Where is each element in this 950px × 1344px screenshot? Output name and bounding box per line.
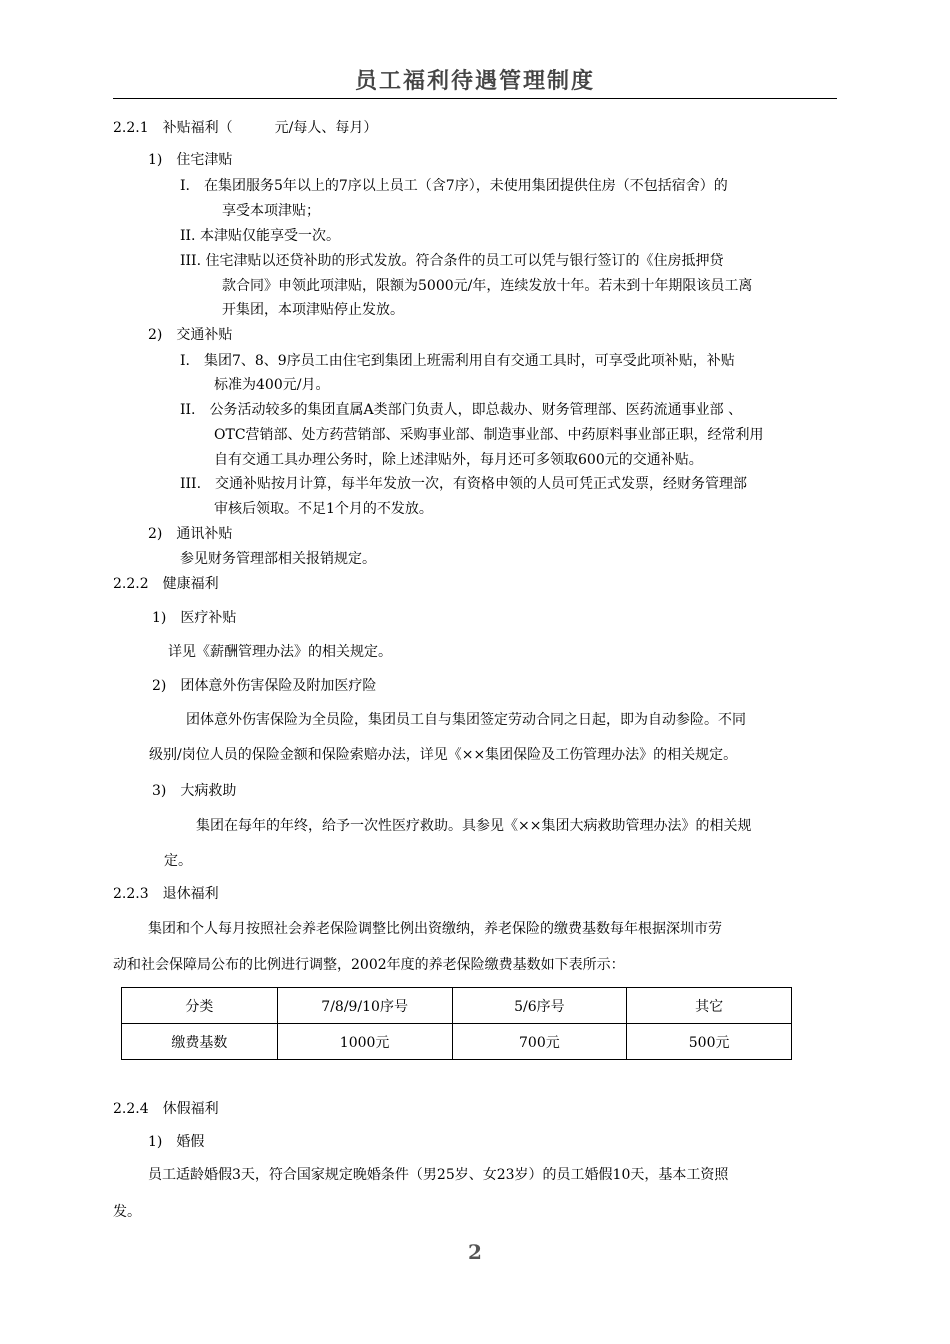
group-insurance-label: 2) 团体意外伤害保险及附加医疗险 — [152, 678, 377, 694]
housing-item-1-line-2: 享受本项津贴； — [222, 203, 320, 219]
table-cell: 500元 — [627, 1024, 792, 1060]
retirement-text-line-2: 动和社会保障局公布的比例进行调整，2002年度的养老保险缴费基数如下表所示： — [113, 957, 625, 973]
marriage-leave-label: 1) 婚假 — [148, 1134, 205, 1150]
transport-item-3-line-1: III. 交通补贴按月计算，每半年发放一次，有资格申领的人员可凭正式发票，经财务管理部 — [180, 476, 748, 492]
transport-allowance-label: 2) 交通补贴 — [148, 327, 233, 343]
table-cell: 700元 — [452, 1024, 627, 1060]
transport-item-1-line-2: 标准为400元/月。 — [214, 377, 330, 393]
group-insurance-text-line-1: 团体意外伤害保险为全员险，集团员工自与集团签定劳动合同之日起，即为自动参险。不同 — [186, 712, 746, 728]
serious-illness-label: 3) 大病救助 — [152, 783, 237, 799]
page-number: 2 — [468, 1240, 482, 1264]
table-row — [122, 1024, 792, 1060]
table-header-cell: 5/6序号 — [452, 988, 627, 1024]
section-heading-2-2-3: 2.2.3 退休福利 — [113, 886, 219, 902]
serious-illness-text-line-2: 定。 — [164, 853, 192, 869]
housing-item-3-line-1: III. 住宅津贴以还贷补助的形式发放。符合条件的员工可以凭与银行签订的《住房抵押贷 — [180, 253, 724, 269]
table-cell: 1000元 — [277, 1024, 452, 1060]
marriage-leave-text-line-1: 员工适龄婚假3天，符合国家规定晚婚条件（男25岁、女23岁）的员工婚假10天，基本工资照 — [148, 1167, 729, 1183]
header-rule — [113, 98, 837, 99]
housing-item-3-line-3: 开集团，本项津贴停止发放。 — [222, 302, 404, 318]
table-header-cell: 分类 — [122, 988, 278, 1024]
retirement-text-line-1: 集团和个人每月按照社会养老保险调整比例出资缴纳，养老保险的缴费基数每年根据深圳市劳 — [148, 921, 722, 937]
transport-item-2-line-2: OTC营销部、处方药营销部、采购事业部、制造事业部、中药原料事业部正职，经常利用 — [214, 427, 764, 443]
section-heading-2-2-2: 2.2.2 健康福利 — [113, 576, 219, 592]
housing-item-1-line-1: I. 在集团服务5年以上的7序以上员工（含7序），未使用集团提供住房（不包括宿舍）的 — [180, 178, 728, 194]
table-cell: 缴费基数 — [122, 1024, 278, 1060]
page-title: 员工福利待遇管理制度 — [354, 68, 595, 94]
communication-allowance-label: 2) 通讯补贴 — [148, 526, 233, 542]
table-header-row — [122, 988, 792, 1024]
communication-allowance-text: 参见财务管理部相关报销规定。 — [180, 551, 376, 567]
marriage-leave-text-line-2: 发。 — [113, 1204, 141, 1220]
section-heading-2-2-4: 2.2.4 休假福利 — [113, 1101, 219, 1117]
transport-item-1-line-1: I. 集团7、8、9序员工由住宅到集团上班需利用自有交通工具时，可享受此项补贴，补贴 — [180, 353, 735, 369]
housing-item-2: II. 本津贴仅能享受一次。 — [180, 228, 340, 244]
medical-allowance-text: 详见《薪酬管理办法》的相关规定。 — [168, 644, 392, 660]
housing-allowance-label: 1) 住宅津贴 — [148, 152, 233, 168]
serious-illness-text-line-1: 集团在每年的年终，给予一次性医疗救助。具参见《××集团大病救助管理办法》的相关规 — [196, 818, 752, 834]
table-header-cell: 其它 — [627, 988, 792, 1024]
medical-allowance-label: 1) 医疗补贴 — [152, 610, 237, 626]
group-insurance-text-line-2: 级别/岗位人员的保险金额和保险索赔办法，详见《××集团保险及工伤管理办法》的相关规定。 — [149, 747, 738, 763]
section-heading-2-2-1: 2.2.1 补贴福利（ 元/每人、每月） — [113, 120, 378, 136]
pension-base-table — [121, 987, 792, 1060]
transport-item-2-line-3: 自有交通工具办理公务时，除上述津贴外，每月还可多领取600元的交通补贴。 — [214, 452, 703, 468]
housing-item-3-line-2: 款合同》申领此项津贴，限额为5000元/年，连续发放十年。若未到十年期限该员工离 — [222, 278, 753, 294]
transport-item-2-line-1: II. 公务活动较多的集团直属A类部门负责人，即总裁办、财务管理部、医药流通事业部 、 — [180, 402, 743, 418]
table-header-cell: 7/8/9/10序号 — [277, 988, 452, 1024]
transport-item-3-line-2: 审核后领取。不足1个月的不发放。 — [214, 501, 433, 517]
